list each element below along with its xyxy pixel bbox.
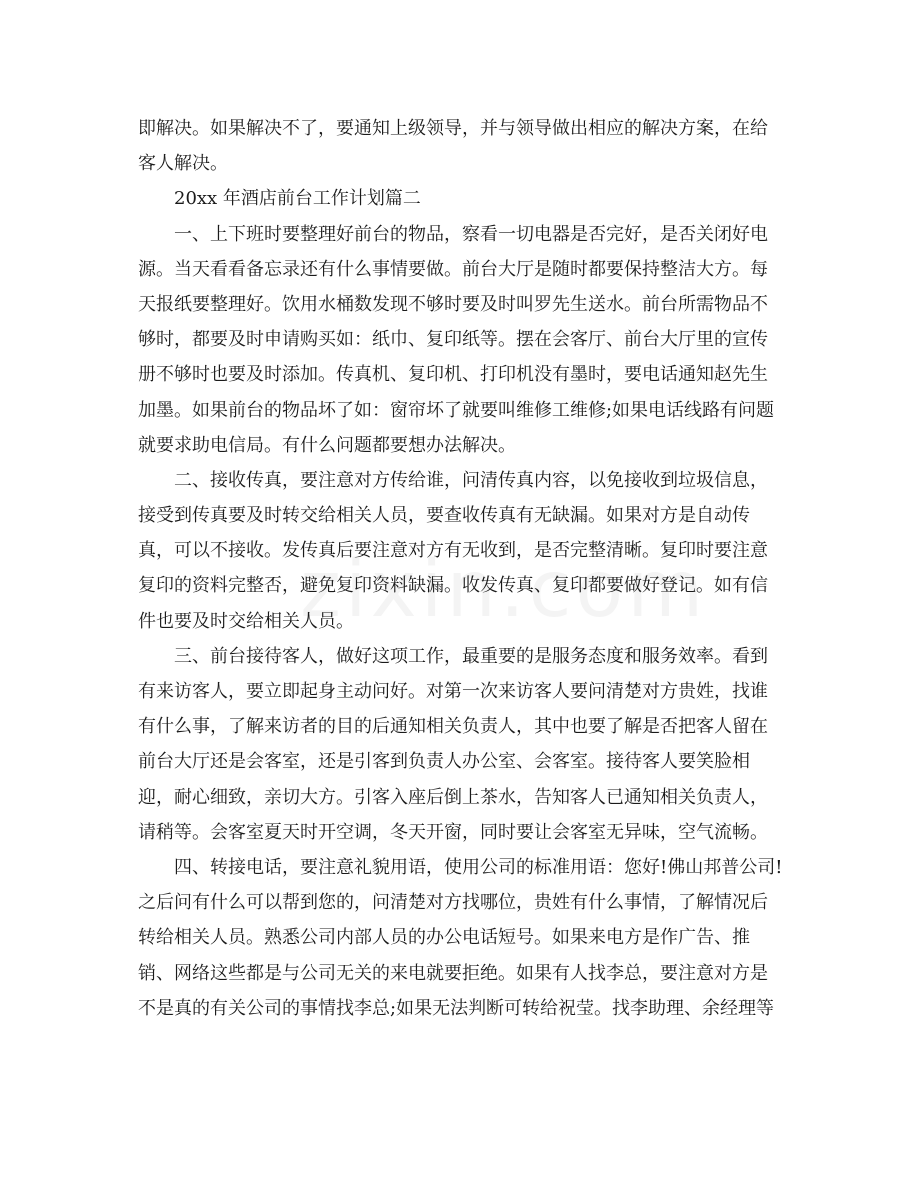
text-line: 天报纸要整理好。饮用水桶数发现不够时要及时叫罗先生送水。前台所需物品不 xyxy=(138,293,768,315)
text-line: 即解决。如果解决不了，要通知上级领导，并与领导做出相应的解决方案，在给 xyxy=(138,118,768,139)
text-line: 复印的资料完整否，避免复印资料缺漏。收发传真、复印都要做好登记。如有信 xyxy=(138,575,768,597)
text-line: 源。当天看看备忘录还有什么事情要做。前台大厅是随时都要保持整洁大方。每 xyxy=(138,258,768,280)
text-line: 加墨。如果前台的物品坏了如：窗帘坏了就要叫维修工维修;如果电话线路有问题 xyxy=(138,399,775,421)
section-heading: 20xx 年酒店前台工作计划篇二 xyxy=(174,188,421,210)
paragraph-start: 一、上下班时要整理好前台的物品，察看一切电器是否完好，是否关闭好电 xyxy=(174,223,768,245)
text-line: 之后问有什么可以帮到您的，问清楚对方找哪位，贵姓有什么事情，了解情况后 xyxy=(138,892,768,914)
text-line: 迎，耐心细致，亲切大方。引客入座后倒上茶水，告知客人已通知相关负责人， xyxy=(138,786,768,808)
text-line: 件也要及时交给相关人员。 xyxy=(138,610,354,632)
text-line: 前台大厅还是会客室，还是引客到负责人办公室、会客室。接待客人要笑脸相 xyxy=(138,751,750,773)
text-line: 转给相关人员。熟悉公司内部人员的办公电话短号。如果来电方是作广告、推 xyxy=(138,927,750,949)
document-body xyxy=(138,111,783,1026)
text-line: 有什么事，了解来访者的目的后通知相关负责人，其中也要了解是否把客人留在 xyxy=(138,716,768,738)
text-line: 够时，都要及时申请购买如：纸巾、复印纸等。摆在会客厅、前台大厅里的宣传 xyxy=(138,329,768,351)
text-line: 有来访客人，要立即起身主动问好。对第一次来访客人要问清楚对方贵姓，找谁 xyxy=(138,681,768,702)
text-line: 客人解决。 xyxy=(138,153,228,175)
text-line: 销、网络这些都是与公司无关的来电就要拒绝。如果有人找李总，要注意对方是 xyxy=(138,962,768,984)
text-line: 接受到传真要及时转交给相关人员，要查收传真有无缺漏。如果对方是自动传 xyxy=(138,505,750,527)
text-line: 就要求助电信局。有什么问题都要想办法解决。 xyxy=(138,434,516,456)
paragraph-start: 四、转接电话，要注意礼貌用语，使用公司的标准用语：您好!佛山邦普公司! xyxy=(174,856,783,878)
text-line: 册不够时也要及时添加。传真机、复印机、打印机没有墨时，要电话通知赵先生 xyxy=(138,364,768,386)
paragraph-start: 三、前台接待客人，做好这项工作，最重要的是服务态度和服务效率。看到 xyxy=(174,645,768,667)
text-line: 不是真的有关公司的事情找李总;如果无法判断可转给祝莹。找李助理、余经理等 xyxy=(138,997,775,1019)
text-line: 真，可以不接收。发传真后要注意对方有无收到，是否完整清晰。复印时要注意 xyxy=(138,540,768,562)
paragraph-start: 二、接收传真，要注意对方传给谁，问清传真内容，以免接收到垃圾信息， xyxy=(174,469,768,491)
text-line: 请稍等。会客室夏天时开空调，冬天开窗，同时要让会客室无异味，空气流畅。 xyxy=(138,821,768,843)
